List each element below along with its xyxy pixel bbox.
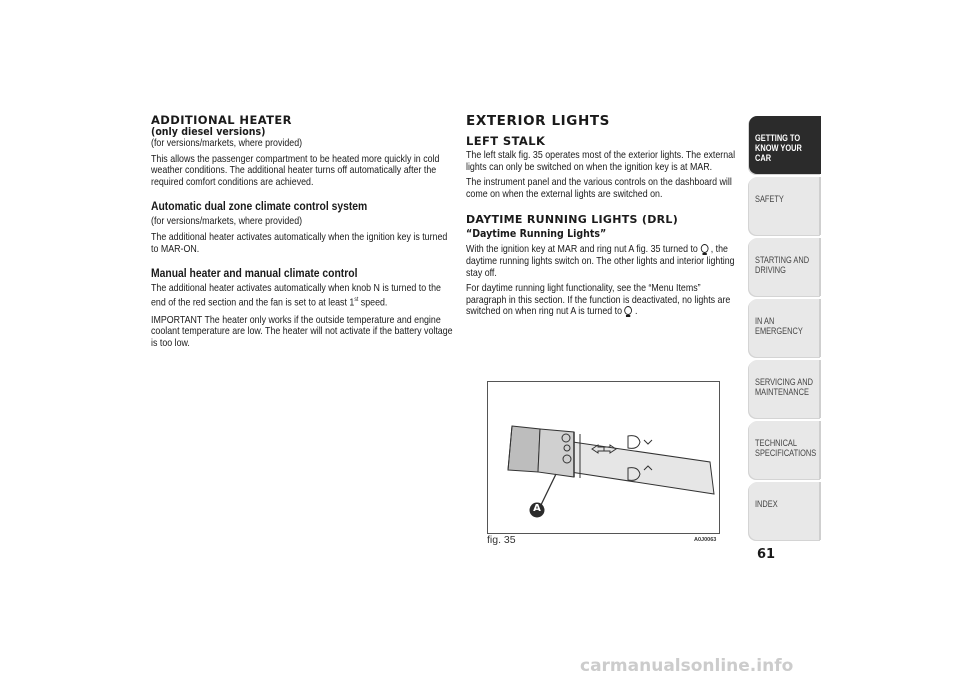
left-stalk-heading: LEFT STALK	[466, 134, 546, 148]
diesel-subheading: (only diesel versions)	[151, 126, 266, 138]
manual-superscript: st	[354, 296, 359, 303]
chapter-tabs	[749, 116, 821, 543]
automatic-versions-note: (for versions/markets, where provided)	[151, 216, 303, 228]
tab-label: SAFETY	[755, 194, 784, 205]
exterior-lights-heading: EXTERIOR LIGHTS	[466, 113, 610, 129]
drl-p2-b: .	[634, 306, 638, 318]
manual-climate-paragraph	[151, 283, 455, 309]
left-stalk-paragraph-1: The left stalk fig. 35 operates most of the exterior lights. The external lights can only be switched on when the ignition key is at MAR.	[466, 150, 736, 173]
drl-light-icon-2	[625, 306, 633, 315]
drl-subheading: “Daytime Running Lights”	[466, 228, 607, 241]
tab-label: STARTING AND DRIVING	[755, 255, 810, 276]
automatic-climate-heading: Automatic dual zone climate control system	[151, 201, 368, 214]
heater-intro-paragraph: This allows the passenger compartment to be heated more quickly in cold weather conditions. The additional heater turns off automatically after the required comfort conditions are achieved.	[151, 153, 440, 188]
versions-note: (for versions/markets, where provided)	[151, 138, 303, 149]
tab-label: GETTING TO KNOW YOUR CAR	[755, 133, 802, 164]
drl-p1-b: , the daytime running lights switch on. The other lights and interior lighting stay off.	[466, 244, 735, 279]
tab-servicing[interactable]	[749, 360, 821, 418]
tab-technical[interactable]	[749, 421, 821, 479]
watermark: carmanualsonline.info	[580, 656, 794, 676]
manual-text-b: speed.	[358, 297, 388, 309]
drl-heading: DAYTIME RUNNING LIGHTS (DRL)	[466, 213, 679, 227]
left-stalk-paragraph-2: The instrument panel and the various controls on the dashboard will come on when the external lights are switched on.	[466, 177, 732, 200]
tab-index[interactable]	[749, 482, 821, 540]
tab-safety[interactable]	[749, 177, 821, 235]
drl-light-icon	[700, 244, 708, 253]
tab-label: SERVICING AND MAINTENANCE	[755, 377, 813, 398]
right-column	[466, 114, 736, 322]
tab-emergency[interactable]	[749, 299, 821, 357]
page-number: 61	[757, 547, 776, 562]
callout-label-a: A	[533, 503, 541, 514]
tab-getting-to-know[interactable]	[749, 116, 821, 174]
figure-code: A0J0063	[694, 537, 717, 543]
left-column	[151, 114, 456, 354]
drl-paragraph-2	[466, 283, 735, 318]
tab-label: INDEX	[755, 499, 778, 510]
drl-p1-a: With the ignition key at MAR and ring nut A fig. 35 turned to	[466, 244, 698, 256]
figure-caption: fig. 35	[487, 534, 516, 546]
left-stalk-illustration	[488, 382, 719, 533]
manual-climate-heading: Manual heater and manual climate control	[151, 268, 358, 281]
drl-paragraph-1	[466, 244, 735, 279]
tab-label: IN AN EMERGENCY	[755, 316, 803, 337]
figure-left-stalk	[487, 381, 720, 534]
important-paragraph: IMPORTANT The heater only works if the outside temperature and engine coolant temperature are low. The heater will not activate if the battery voltage is too low.	[151, 314, 453, 349]
tab-label: TECHNICAL SPECIFICATIONS	[755, 438, 817, 459]
drl-p2-a: For daytime running light functionality, see the “Menu Items” paragraph in this section. If the function is deactivated, no lights are switched on when ring nut A is turned to	[466, 283, 731, 318]
additional-heater-heading: ADDITIONAL HEATER	[151, 113, 292, 127]
manual-text-a: The additional heater activates automatically when knob N is turned to the end of the red section and the fan is set to at least 1	[151, 283, 441, 309]
tab-starting-driving[interactable]	[749, 238, 821, 296]
automatic-climate-paragraph: The additional heater activates automatically when the ignition key is turned to MAR-ON.	[151, 231, 448, 255]
